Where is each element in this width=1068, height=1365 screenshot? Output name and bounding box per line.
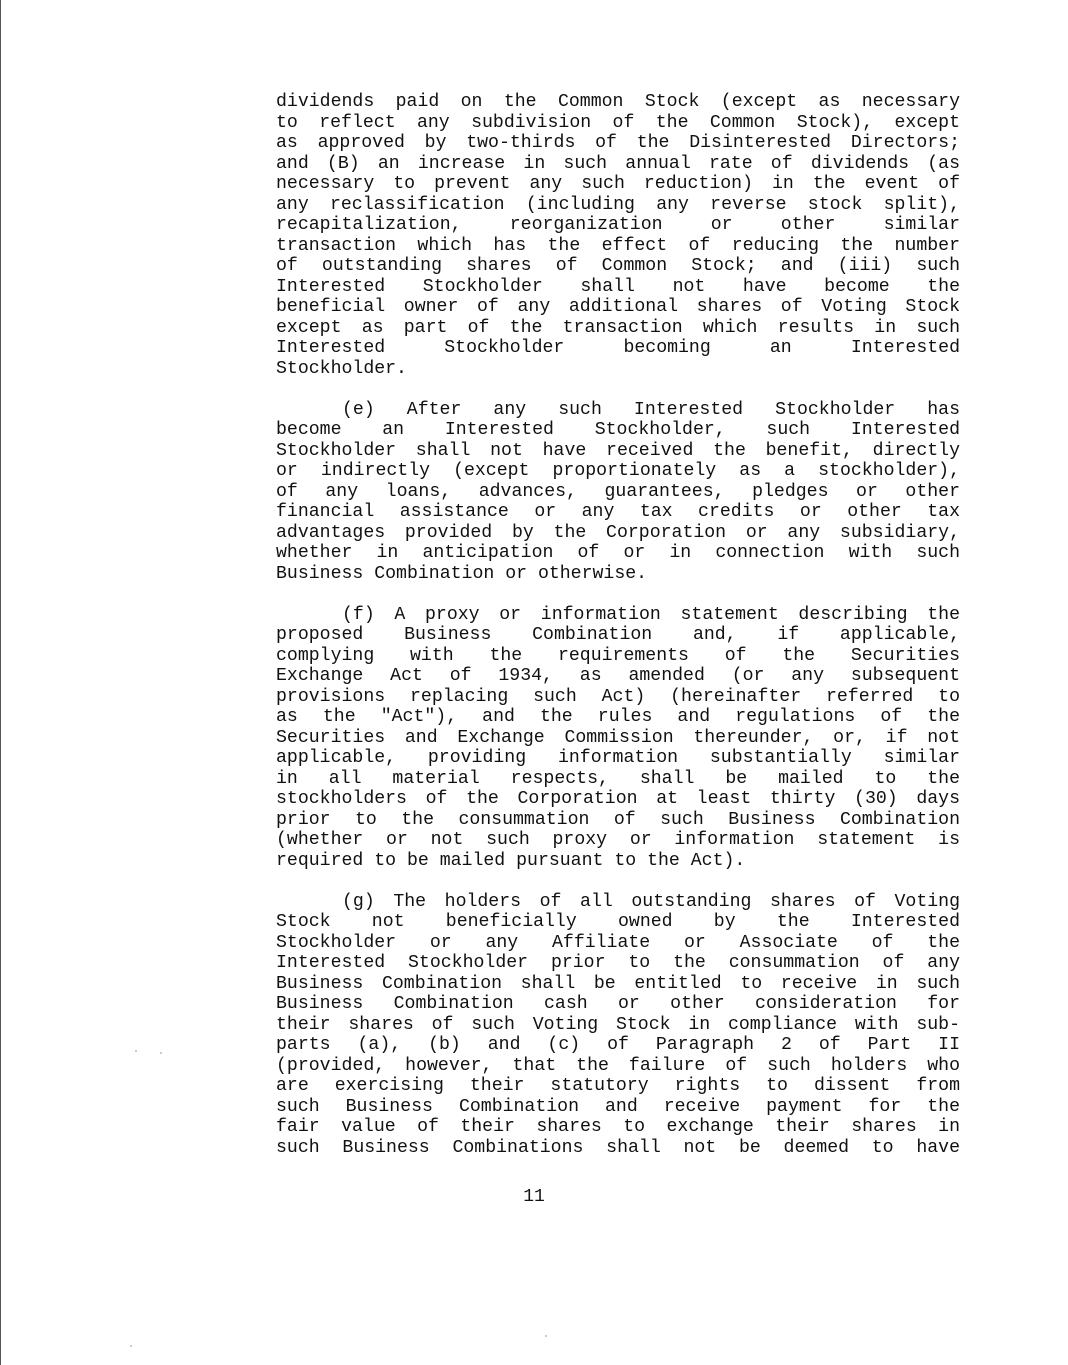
text-line: prior to the consummation of such Business Combination (276, 809, 960, 830)
text-line: Interested Stockholder becoming an Interested (276, 338, 960, 358)
text-line: beneficial owner of any additional shares of Voting Stock (276, 297, 960, 317)
scan-speck (545, 1335, 547, 1337)
text-line: Securities and Exchange Commission thereunder, or, if not (276, 727, 960, 748)
text-line: Business Combination or otherwise. (276, 563, 648, 584)
text-line: recapitalization, reorganization or other similar (276, 215, 960, 235)
text-line: any reclassification (including any reverse stock split), (276, 194, 960, 215)
text-line: Stockholder. (276, 358, 407, 379)
text-line: Stockholder or any Affiliate or Associate of the (276, 932, 960, 953)
text-line: (provided, however, that the failure of such holders who (276, 1055, 960, 1076)
text-line: to reflect any subdivision of the Common Stock), except (276, 112, 960, 133)
text-line: applicable, providing information substantially similar (276, 748, 960, 768)
text-line: parts (a), (b) and (c) of Paragraph 2 of Part II (276, 1035, 960, 1055)
text-line: whether in anticipation of or in connection with such (276, 543, 960, 563)
text-line: Interested Stockholder prior to the consummation of any (276, 953, 960, 973)
text-line: fair value of their shares to exchange their shares in (276, 1117, 960, 1137)
scan-speck (130, 1345, 132, 1347)
text-line: as approved by two-thirds of the Disinterested Directors; (276, 133, 960, 153)
text-line: are exercising their statutory rights to dissent from (276, 1076, 960, 1096)
paragraph-continuation (276, 92, 960, 379)
page-left-edge (0, 0, 1, 1365)
text-line: Business Combination cash or other consideration for (276, 994, 960, 1014)
text-line: as the "Act"), and the rules and regulations of the (276, 707, 960, 727)
text-line: transaction which has the effect of reducing the number (276, 235, 960, 256)
paragraph-g (276, 892, 960, 1159)
text-line: and (B) an increase in such annual rate of dividends (as (276, 153, 960, 174)
text-line: (whether or not such proxy or information statement is (276, 830, 960, 850)
text-line: complying with the requirements of the Securities (276, 645, 960, 666)
text-line: stockholders of the Corporation at least thirty (30) days (276, 789, 960, 809)
text-line: proposed Business Combination and, if applicable, (276, 625, 960, 645)
text-line: become an Interested Stockholder, such Interested (276, 420, 960, 440)
paragraph-f (276, 605, 960, 872)
text-line: of any loans, advances, guarantees, pledges or other (276, 481, 960, 502)
paragraph-e (276, 400, 960, 585)
text-line: dividends paid on the Common Stock (except as necessary (276, 92, 960, 112)
text-line: Business Combination shall be entitled to receive in such (276, 973, 960, 994)
text-line: their shares of such Voting Stock in compliance with sub- (276, 1014, 960, 1035)
document-body (276, 92, 960, 1158)
text-line: of outstanding shares of Common Stock; and (iii) such (276, 256, 960, 276)
text-line: (g) The holders of all outstanding shares of Voting (342, 891, 960, 912)
scan-speck (135, 1050, 137, 1052)
text-line: Exchange Act of 1934, as amended (or any subsequent (276, 666, 960, 686)
text-line: necessary to prevent any such reduction) in the event of (276, 174, 960, 194)
text-line: financial assistance or any tax credits or other tax (276, 502, 960, 522)
text-line: Interested Stockholder shall not have become the (276, 276, 960, 297)
text-line: (f) A proxy or information statement describing the (342, 604, 960, 625)
scan-speck (160, 1052, 162, 1054)
text-line: provisions replacing such Act) (hereinafter referred to (276, 686, 960, 707)
text-line: advantages provided by the Corporation or any subsidiary, (276, 522, 960, 543)
text-line: or indirectly (except proportionately as a stockholder), (276, 461, 960, 481)
text-line: Stockholder shall not have received the benefit, directly (276, 440, 960, 461)
text-line: in all material respects, shall be mailed to the (276, 768, 960, 789)
text-line: (e) After any such Interested Stockholder has (342, 399, 960, 420)
text-line: Stock not beneficially owned by the Interested (276, 912, 960, 932)
text-line: such Business Combination and receive payment for the (276, 1096, 960, 1117)
text-line: except as part of the transaction which results in such (276, 317, 960, 338)
page-number: 11 (523, 1187, 545, 1207)
text-line: required to be mailed pursuant to the Act). (276, 850, 746, 871)
text-line: such Business Combinations shall not be deemed to have (276, 1137, 960, 1158)
